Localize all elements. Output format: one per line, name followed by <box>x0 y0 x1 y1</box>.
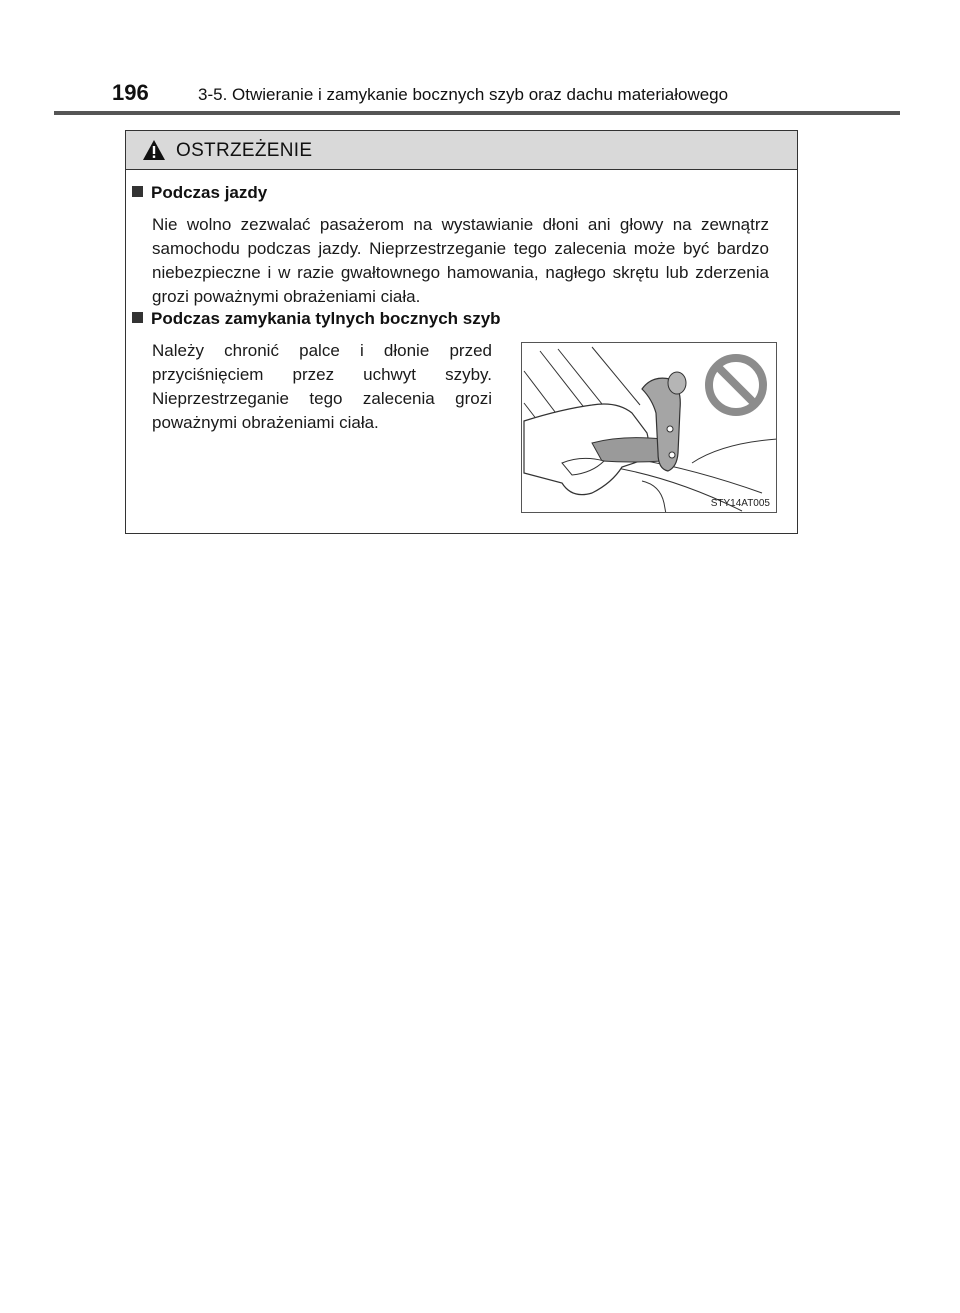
section-title: 3-5. Otwieranie i zamykanie bocznych szyb oraz dachu materiałowego <box>198 85 729 104</box>
illustration-drawing <box>522 343 777 513</box>
bullet-square-icon <box>132 312 143 323</box>
bullet-square-icon <box>132 186 143 197</box>
illustration-hand-window-handle <box>521 342 777 513</box>
item-heading-text: Podczas jazdy <box>151 183 268 202</box>
warning-box <box>125 130 798 534</box>
item-text-closing-windows: Należy chronić palce i dłonie przed przyciśnięciem przez uchwyt szyby. Nieprzestrzeganie tego zalecenia grozi poważnymi obrażeniami ciała. <box>152 341 492 432</box>
item-heading-closing-windows <box>132 309 501 329</box>
prohibition-icon <box>709 358 763 412</box>
item-heading-driving <box>132 183 267 203</box>
item-heading-text: Podczas zamykania tylnych bocznych szyb <box>151 309 501 328</box>
page-header <box>0 0 960 120</box>
item-text-driving: Nie wolno zezwalać pasażerom na wystawianie dłoni ani głowy na zewnątrz samochodu podczas jazdy. Nieprzestrzeganie tego zalecenia może być bardzo niebezpieczne i w razie gwałtownego hamowania, nagłego skrętu lub zderzenia grozi poważnymi obrażeniami ciała. <box>152 215 769 306</box>
page-number: 196 <box>112 80 149 105</box>
warning-triangle-icon <box>142 139 166 161</box>
warning-title: OSTRZEŻENIE <box>176 140 313 161</box>
figure-code: STY14AT005 <box>710 498 770 509</box>
warning-header <box>126 131 797 170</box>
header-divider <box>54 111 900 115</box>
